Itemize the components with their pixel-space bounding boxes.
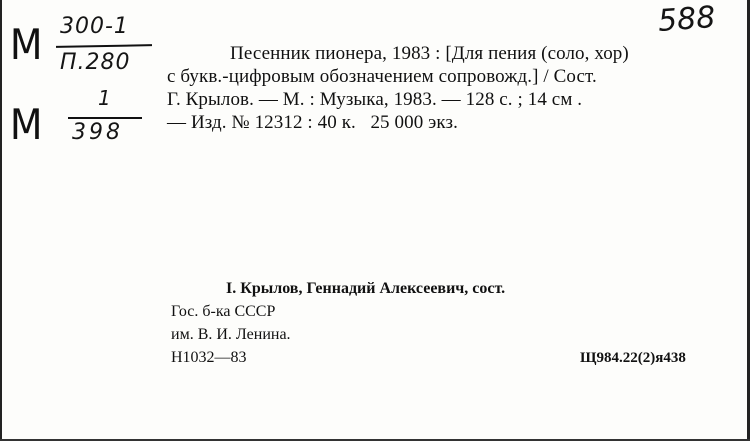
library-line: им. В. И. Ленина. xyxy=(171,326,291,343)
tracing-entry: I. Крылов, Геннадий Алексеевич, сост. xyxy=(226,280,506,297)
shelfmark-denominator: 398 xyxy=(72,120,123,145)
description-line: Песенник пионера, 1983 : [Для пения (соло, хор) xyxy=(230,43,629,64)
library-line: Гос. б-ка СССР xyxy=(171,303,276,320)
shelfmark-denominator: П.280 xyxy=(60,50,131,75)
shelfmark-numerator: 1 xyxy=(98,86,111,110)
library-line: Н1032—83 xyxy=(171,349,247,366)
description-line: Г. Крылов. — М. : Музыка, 1983. — 128 с. ; 14 см . xyxy=(167,89,583,110)
shelfmark-numerator: 300-1 xyxy=(60,14,129,39)
shelfmark-letter: М xyxy=(9,20,43,69)
description-line: — Изд. № 12312 : 40 к. 25 000 экз. xyxy=(167,112,458,133)
shelfmark-letter: М xyxy=(9,100,43,149)
card-edge-left xyxy=(0,0,2,441)
classification-index: Щ984.22(2)я438 xyxy=(580,350,686,366)
corner-number: 588 xyxy=(656,0,717,39)
shelfmark-divider xyxy=(56,44,152,48)
description-line: с букв.-цифровым обозначением сопровожд.] / Сост. xyxy=(167,66,597,87)
shelfmark-divider xyxy=(68,117,142,119)
